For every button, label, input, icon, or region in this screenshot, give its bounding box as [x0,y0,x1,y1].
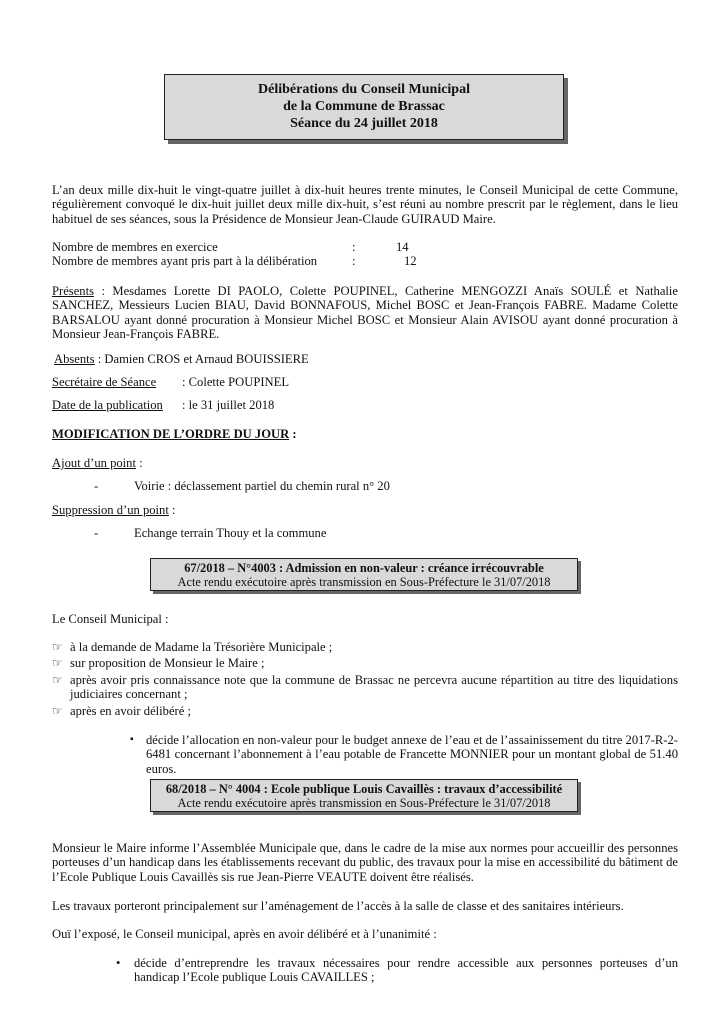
title-line-2: de la Commune de Brassac [283,99,445,114]
suppression-label: Suppression d’un point [52,503,169,517]
count-separator: : [352,254,356,269]
document-title-box [164,74,564,140]
suppression-item [94,526,326,540]
consideration-item [52,656,678,670]
presents-label: Présents [52,284,94,298]
count-row [52,240,552,254]
secretaire-text: : Colette POUPINEL [182,375,290,389]
conseil-intro: Le Conseil Municipal : [52,612,169,626]
ajout-item-text: Voirie : déclassement partiel du chemin rural n° 20 [134,479,390,493]
modification-title: MODIFICATION DE L’ORDRE DU JOUR [52,427,290,441]
decision-68 [116,956,678,985]
title-line-3: Séance du 24 juillet 2018 [290,116,438,131]
absents-label: Absents [54,352,95,366]
presents-paragraph [52,284,678,342]
deliberation-68-box [150,779,578,812]
count-separator: : [352,240,356,254]
decision-67 [130,733,678,776]
ajout-label: Ajout d’un point [52,456,136,470]
publication-text: : le 31 juillet 2018 [182,398,275,412]
ajout-item [94,479,390,493]
publication-line [52,398,274,412]
deliberation-67-title: 67/2018 – N°4003 : Admission en non-valeur : créance irrécouvrable [184,561,544,575]
modification-heading [52,427,297,441]
count-value: 12 [404,254,417,269]
considerations-list [52,640,678,718]
ajout-colon: : [135,456,143,470]
deliberation-68-subtitle: Acte rendu exécutoire après transmission en Sous-Préfecture le 31/07/2018 [177,796,551,811]
presents-text: : Mesdames Lorette DI PAOLO, Colette POUPINEL, Catherine MENGOZZI Anaïs SOULÉ et Nathalie SANCHEZ, Messieurs Lucien BIAU, David BONNAFOUS, Michel BOSC et Jean-François FABRE. Madame Colette BARSALOU ayant donné procuration à Monsieur Michel BOSC et Monsieur Alain AVISOU ayant donné procuration à Monsieur Jean-François FABRE. [52,284,678,342]
pointing-hand-icon: ☞ [52,640,63,654]
pointing-hand-icon: ☞ [52,672,63,687]
count-row [52,254,552,268]
consideration-item [52,704,678,718]
consideration-item [52,640,678,654]
pointing-hand-icon: ☞ [52,703,63,718]
intro-paragraph: L’an deux mille dix-huit le vingt-quatre juillet à dix-huit heures trente minutes, le Conseil Municipal de cette Commune, régulièrement convoqué le dix-huit juillet deux mille dix-huit, s’est réuni au nombre prescrit par le règlement, dans le lieu habituel de ses séances, sous la Présidence de Monsieur Jean-Claude GUIRAUD Maire. [52,183,678,226]
oui-expose-paragraph: Ouï l’exposé, le Conseil municipal, après en avoir délibéré et à l’unanimité : [52,927,437,941]
modification-colon: : [289,427,297,441]
deliberation-67-subtitle: Acte rendu exécutoire après transmission en Sous-Préfecture le 31/07/2018 [177,575,551,590]
dash-bullet: - [94,479,99,493]
maire-paragraph: Monsieur le Maire informe l’Assemblée Municipale que, dans le cadre de la mise aux normes pour accueillir des personnes porteuses d’un handicap dans les établissements recevant du public, des travaux pour la mise en accessibilité du bâtiment de l’Ecole Publique Louis Cavaillès sis rue Jean-Pierre VEAUTE doivent être réalisés. [52,841,678,884]
deliberation-68-title: 68/2018 – N° 4004 : Ecole publique Louis Cavaillès : travaux d’accessibilité [165,782,563,796]
secretaire-line [52,375,289,389]
count-value: 14 [396,240,409,254]
member-counts [52,240,552,269]
consideration-text: sur proposition de Monsieur le Maire ; [70,656,265,671]
dash-bullet: - [94,526,99,540]
travaux-paragraph: Les travaux porteront principalement sur l’aménagement de l’accès à la salle de classe et des sanitaires intérieurs. [52,899,624,913]
square-bullet-icon: ▪ [130,734,134,745]
title-line-1: Délibérations du Conseil Municipal [258,82,470,97]
ajout-heading [52,456,143,470]
absents-line [54,352,309,366]
publication-label: Date de la publication [52,398,163,412]
decision-68-text: décide d’entreprendre les travaux nécessaires pour rendre accessible aux personnes porteuses d’un handicap l’Ecole publique Louis CAVAILLES ; [134,956,678,985]
absents-text: : Damien CROS et Arnaud BOUISSIERE [94,352,309,366]
secretaire-label: Secrétaire de Séance [52,375,157,389]
suppression-item-text: Echange terrain Thouy et la commune [134,526,327,540]
count-label: Nombre de membres en exercice [52,240,218,254]
suppression-heading [52,503,176,517]
consideration-text: après avoir pris connaissance note que la commune de Brassac ne percevra aucune répartition au titre des liquidations judiciaires concernant ; [70,672,678,702]
deliberation-67-box [150,558,578,591]
consideration-text: après en avoir délibéré ; [70,703,191,718]
consideration-item [52,673,678,702]
suppression-colon: : [168,503,176,517]
pointing-hand-icon: ☞ [52,656,63,671]
count-label: Nombre de membres ayant pris part à la délibération [52,254,318,269]
decision-67-text: décide l’allocation en non-valeur pour le budget annexe de l’eau et de l’assainissement du titre 2017-R-2-6481 concernant l’abonnement à l’eau potable de Francette MONNIER pour un montant global de 51.40 euros. [146,733,678,776]
round-bullet-icon: • [116,956,121,970]
consideration-text: à la demande de Madame la Trésorière Municipale ; [70,640,333,654]
